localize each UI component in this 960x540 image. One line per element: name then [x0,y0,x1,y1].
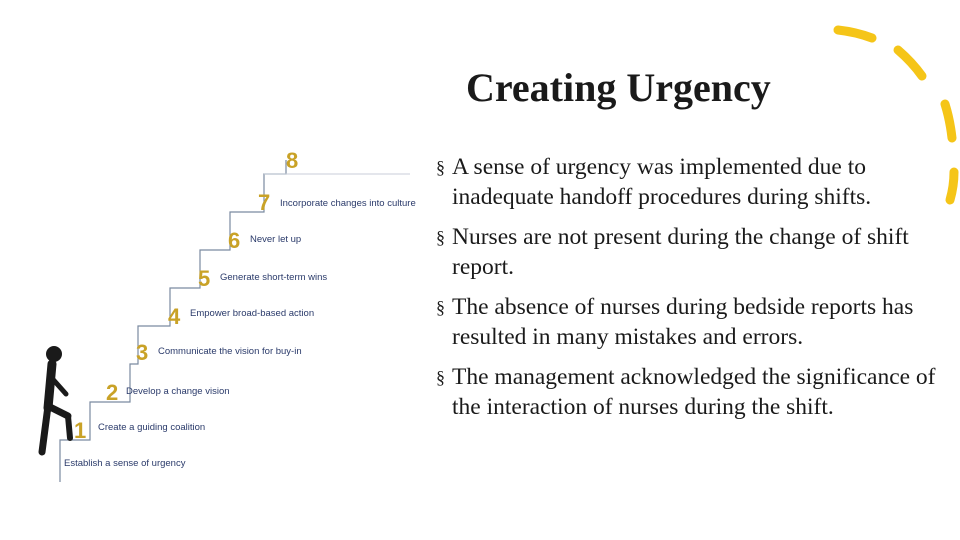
step-label-4: Communicate the vision for buy-in [158,346,302,357]
step-number-4: 4 [168,304,181,329]
bullet-text: The absence of nurses during bedside reports has resulted in many mistakes and errors. [452,294,914,350]
step-label-8: Incorporate changes into culture [280,198,416,209]
arc-dash-1 [838,30,872,38]
step-label-2: Create a guiding coalition [98,422,206,433]
bullet-item [436,362,936,422]
step-label-1: Establish a sense of urgency [64,458,186,469]
step-number-8: 8 [286,148,299,173]
bullet-text: Nurses are not present during the change of shift report. [452,224,909,280]
bullet-marker: § [436,367,445,387]
bullet-item [436,222,936,282]
step-label-7: Never let up [250,234,302,245]
bullet-item [436,152,936,212]
bullet-text: The management acknowledged the significance of the interaction of nurses during the shift. [452,364,936,420]
bullet-marker: § [436,297,445,317]
step-label-6: Generate short-term wins [220,272,328,283]
step-number-5: 5 [198,266,211,291]
step-label-5: Empower broad-based action [190,308,315,319]
step-number-1: 1 [74,418,87,443]
climbing-person-icon [42,346,70,452]
change-model-staircase [30,140,430,490]
arc-dash-3 [945,104,952,138]
step-label-3: Develop a change vision [126,386,230,397]
slide-title: Creating Urgency [466,65,771,110]
step-number-6: 6 [228,228,241,253]
step-number-3: 3 [136,340,149,365]
bullet-item [436,292,936,352]
arc-dash-4 [950,172,954,200]
bullet-list [436,152,936,432]
bullet-text: A sense of urgency was implemented due to inadequate handoff procedures during shifts. [452,154,872,210]
step-number-2: 2 [106,380,119,405]
step-number-7: 7 [258,190,271,215]
bullet-marker: § [436,157,445,177]
arc-dash-2 [898,50,922,76]
bullet-marker: § [436,227,445,247]
